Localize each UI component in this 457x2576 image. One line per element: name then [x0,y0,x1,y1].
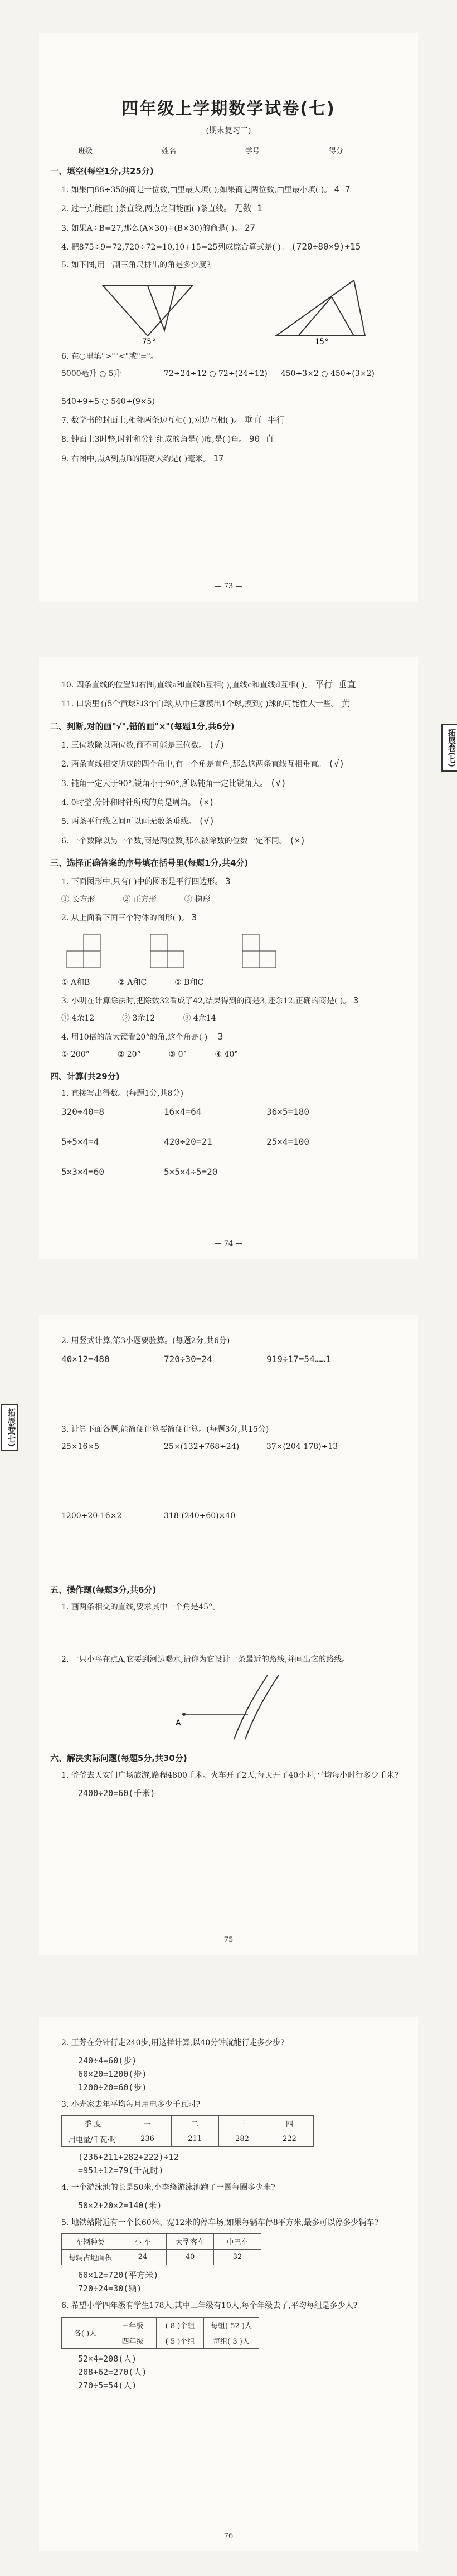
table-cell: 32 [214,2250,261,2265]
question-text: 7. 数学书的封面上,相邻两条边互相( ),对边互相( )。 [61,416,242,425]
judge-item [61,832,407,849]
oral-calc-list [61,1104,407,1181]
cube-figure-c [229,929,279,973]
question [61,412,407,428]
calc-item: 40×12=480 [61,1353,110,1364]
question-text: 9. 右图中,点A到点B的距离大约是( )毫米。 [61,454,211,464]
table-header: 季 度 [62,2116,124,2131]
question-text: 1. 画两条相交的直线,要求其中一个角是45°。 [61,1602,221,1612]
page-1 [39,33,418,602]
question [61,431,407,447]
question [61,200,407,217]
answer-text: 垂直 平行 [244,414,285,425]
question-text: 10. 四条直线的位置如右图,直线a和直线b互相( ),直线c和直线d互相( )。 [61,681,313,690]
simplify-calc-list [61,1509,407,1524]
answer-work: 2400÷20=60(千米) [78,1788,155,1798]
question [61,349,407,364]
option[interactable]: ③ 4余14 [183,1014,216,1023]
option[interactable]: ③ 0° [168,1050,187,1060]
table-cell: 每组( 52 )人 [204,2317,259,2333]
question-text: 4. 一个游泳池的长是50米,小李绕游泳池跑了一圈每圈多少米? [61,2183,275,2193]
section-heading: 二、判断,对的画"√",错的画"×"(每题1分,共6分) [50,721,235,731]
answer-text: 90 直 [249,433,274,445]
question-text: 1. 如果□88÷35的商是一位数,□里最大填( );如果商是两位数,□里最小填( )。 [61,186,332,194]
section-heading: 五、操作题(每题3分,共6分) [50,1584,157,1595]
answer-text: 17 [213,452,224,464]
judge-text: 6. 一个数除以另一个数,商是两位数,那么被除数的位数一定不同。 [61,836,287,846]
judge-item [61,775,407,792]
answer-text: 27 [244,222,256,233]
class-field[interactable]: 班级 [78,145,128,157]
calc-item: 5÷5×4=4 [61,1136,99,1148]
option[interactable]: ① 200° [61,1050,90,1060]
question-text: 4. 用10倍的放大镜看20°的角,这个角是( )。 [61,1033,216,1042]
table-header: 小 车 [119,2234,167,2250]
triangle-ruler-figure-a [92,275,203,347]
judge-text: 2. 两条直线相交所成的四个角中,有一个角是直角,那么这两条直线互相垂直。 [61,760,326,769]
question [61,258,407,273]
question-text: 2. 过一点能画( )条直线,两点之间能画( )条直线。 [61,204,232,214]
answer-text: 平行 垂直 [314,679,356,690]
question-text: 4. 把875÷9=72,720÷72=10,10+15=25列成综合算式是( )。 [61,243,289,252]
answer-work: 240÷4=60(步) 60×20=1200(步) 1200÷20=60(步) [78,2055,147,2092]
calc-item: 25×4=100 [266,1136,310,1148]
calc-item: 37×(204-178)÷13 [266,1442,338,1451]
judge-text: 1. 三位数除以两位数,商不可能是三位数。 [61,740,207,750]
vertical-calc-list [61,1351,407,1368]
power-usage-table [61,2115,314,2147]
angle-answer-b: 15° [315,338,329,347]
choice-question [61,1028,407,1045]
question-text: 3. 小光家去年平均每月用电多少千瓦时? [61,2100,201,2109]
answer-text: 3 [191,912,197,923]
answer-text: 3 [353,995,359,1006]
table-cell: 236 [124,2131,171,2147]
calc-item: 320÷40=8 [61,1106,105,1117]
judge-text: 5. 两条平行线之间可以画无数条垂线。 [61,817,196,827]
question-text: 3. 如果A÷B=27,那么(A×30)÷(B×30)的商是( )。 [61,223,242,233]
judge-answer: (√) [208,739,225,750]
table-cell: 211 [171,2131,218,2147]
option[interactable]: ② 正方形 [123,895,157,904]
judge-answer: (√) [270,777,286,788]
cube-figure-a [61,929,111,973]
judge-text: 3. 钝角一定大于90°,锐角小于90°,所以钝角一定比锐角大。 [61,779,268,788]
answer-work: (236+211+282+222)÷12 =951÷12=79(千瓦时) [78,2152,179,2176]
table-header: 中巴车 [214,2234,261,2250]
judge-item [61,736,407,753]
judge-item [61,794,407,811]
question-text: 1. 直接写出得数。(每题1分,共8分) [61,1089,183,1099]
page-2 [39,657,418,1259]
question-text: 2. 王芳在分针行走240步,用这样计算,以40分钟就能行走多少步? [61,2038,285,2047]
calc-item: 919÷17=54……1 [266,1353,331,1364]
question-text: 1. 爷爷去天安门广场旅游,路程4800千米。火车开了2天,每天开了40小时,平均每小时行多少千米? [61,1770,399,1780]
page-number: — 73 — [214,582,243,591]
question [61,238,407,255]
page-number: — 75 — [214,1936,243,1944]
choice-options [61,975,407,991]
calc-item: 36×5=180 [266,1106,310,1117]
judge-item [61,755,407,772]
page-number: — 74 — [214,1240,243,1248]
table-cell: 三年级 [109,2317,157,2333]
answer-text: (720÷80×9)+15 [291,241,361,252]
angle-answer-a: 75° [142,338,157,347]
calc-item: 16×4=64 [164,1106,202,1117]
option[interactable]: ① A和B [61,978,90,987]
compare-item: 540÷9÷5 ○ 540÷(9×5) [61,397,155,407]
table-cell: 24 [119,2250,167,2265]
table-cell: 每辆占地面积 [62,2250,119,2265]
question-text: 2. 从上面看下面三个物体的图形( )。 [61,914,189,923]
student-info [61,145,396,157]
choice-options [61,892,407,908]
option[interactable]: ② A和C [118,978,147,987]
table-cell: 40 [167,2250,214,2265]
choice-question [61,992,407,1009]
answer-work: 52×4=208(人) 208+62=270(人) 270÷5=54(人) [78,2353,147,2390]
answer-text: 3 [225,876,231,887]
table-header: 大型客车 [167,2234,214,2250]
table-cell: 222 [266,2131,313,2147]
question [61,450,407,467]
question-text: 1. 下面图形中,只有( )中的图形是平行四边形。 [61,877,223,887]
calc-item: 5×3×4=60 [61,1167,105,1178]
table-header: 四 [266,2116,313,2131]
compare-item: 450÷3×2 ○ 450÷(3×2) [280,369,375,378]
question-text: 2. 一只小鸟在点A,它要到河边喝水,请你为它设计一条最近的路线,并画出它的路线。 [61,1655,350,1665]
table-cell: 每组( 3 )人 [204,2333,259,2348]
question-text: 2. 用竖式计算,第3小题要验算。(每题2分,共6分) [61,1336,230,1345]
question-text: 6. 在○里填">""<"或"="。 [61,352,158,362]
point-label: A [176,1718,181,1728]
calc-item: 5×5×4÷5=20 [164,1167,218,1178]
page-title: 四年级上学期数学试卷(七) [121,99,336,119]
table-header: 二 [171,2116,218,2131]
section-heading: 一、填空(每空1分,共25分) [50,166,154,176]
answer-text: 无数 1 [234,203,262,214]
calc-item: 420÷20=21 [164,1136,212,1148]
calc-item: 720÷30=24 [164,1353,212,1364]
page-3 [39,1315,418,1955]
question [61,676,407,693]
judge-answer: (×) [198,796,215,807]
calc-item: 25×16×5 [61,1442,99,1451]
calc-item: 318-(240÷60)×40 [164,1511,236,1521]
simplify-calc-list [61,1440,407,1455]
judge-item [61,813,407,830]
table-cell: 四年级 [109,2333,157,2348]
cube-figures [61,929,407,973]
side-tab-label-left: 拓展卷(七) [1,1404,18,1451]
judge-answer: (√) [328,758,345,769]
page-number: — 76 — [214,2532,243,2540]
groups-table [61,2317,259,2349]
option[interactable]: ② 20° [117,1050,141,1060]
compare-item: 72÷24÷12 ○ 72÷(24÷12) [164,369,268,378]
page-4 [39,2017,418,2551]
judge-answer: (√) [198,816,215,827]
judge-answer: (×) [289,835,306,846]
answer-text: 黄 [341,698,351,709]
question [61,695,407,712]
parking-table [61,2233,261,2265]
option[interactable]: ① 长方形 [61,895,95,904]
question-text: 5. 地铁站附近有一个长60米、宽12米的停车场,如果每辆车停8平方米,最多可以停多少辆车? [61,2218,378,2227]
section-heading: 三、选择正确答案的序号填在括号里(每题1分,共4分) [50,858,249,869]
question-text: 6. 希望小学四年级有学生178人,其中三年级有10人,每个年级去了,平均每组是多少人? [61,2301,358,2311]
side-tab-label: 拓展卷(七) [441,724,457,772]
number-field[interactable]: 学号 [245,145,295,157]
triangle-figures [61,275,407,347]
calc-item: 1200÷20-16×2 [61,1511,122,1521]
answer-work: 60×12=720(平方米) 720÷24=30(辆) [78,2270,159,2294]
option[interactable]: ③ 梯形 [184,895,211,904]
option[interactable]: ① 4余12 [61,1014,95,1023]
answer-text: 3 [217,1031,223,1042]
choice-options [61,1047,407,1062]
table-header: 车辆种类 [62,2234,119,2250]
table-header: 三 [218,2116,266,2131]
table-cell: 用电量/千瓦·时 [62,2131,124,2147]
question-text: 3. 小明在计算除法时,把除数32看成了42,结果得到的商是3,还余12,正确的商是( )。 [61,997,351,1006]
table-cell: 各( )人 [62,2317,109,2348]
question-text: 11. 口袋里有5个黄球和3个白球,从中任意摸出1个球,摸到( )球的可能性大一些。 [61,700,339,709]
compare-item: 5000毫升 ○ 5升 [61,369,121,378]
name-field[interactable]: 姓名 [162,145,212,157]
compare-list [61,367,407,409]
option[interactable]: ② 3余12 [122,1014,155,1023]
question [61,219,407,236]
option[interactable]: ④ 40° [215,1050,239,1060]
cube-figure-b [145,929,195,973]
score-field[interactable]: 得分 [329,145,379,157]
river-figure [139,1670,307,1742]
section-heading: 四、计算(共29分) [50,1071,120,1082]
table-cell: ( 5 )个组 [157,2333,204,2348]
page-subtitle: (期末复习三) [206,126,251,135]
question-text: 8. 钟面上3时整,时针和分针组成的角是( )度,是( )角。 [61,435,247,445]
question-text: 5. 如下图,用一副三角尺拼出的角是多少度? [61,260,211,270]
section-heading: 六、解决实际问题(每题5分,共30分) [50,1753,187,1763]
answer-work: 50×2+20×2=140(米) [78,2200,162,2211]
judge-text: 4. 0时整,分针和时针所成的角是周角。 [61,798,196,807]
choice-options [61,1011,407,1026]
table-cell: ( 8 )个组 [157,2317,204,2333]
choice-question [61,909,407,926]
question [61,181,407,198]
option[interactable]: ③ B和C [174,978,204,987]
choice-question [61,873,407,890]
calc-item: 25×(132+768÷24) [164,1442,240,1451]
question-text: 3. 计算下面各题,能简便计算要简便计算。(每题3分,共15分) [61,1424,269,1434]
triangle-ruler-figure-b [265,275,376,347]
table-header: 一 [124,2116,171,2131]
table-cell: 282 [218,2131,266,2147]
answer-text: 4 7 [334,184,351,194]
